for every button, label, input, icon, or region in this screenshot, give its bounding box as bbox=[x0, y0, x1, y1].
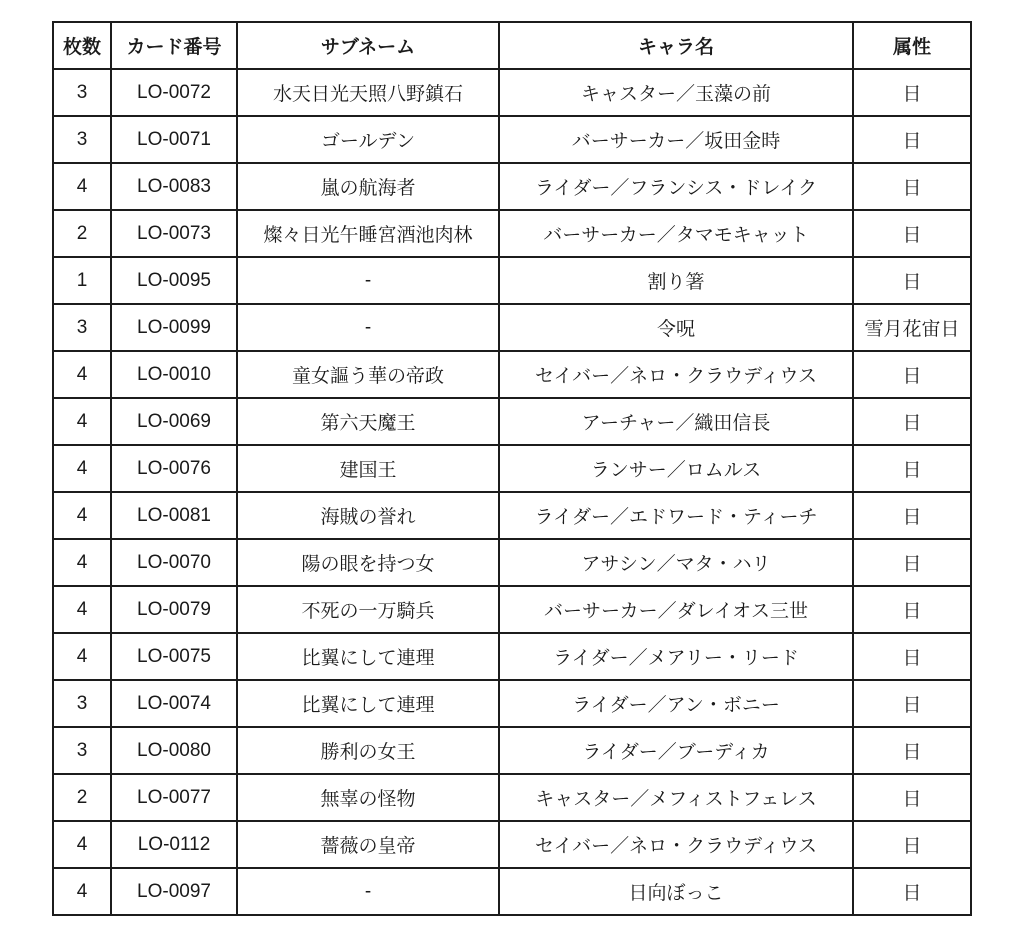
cell-card_no: LO-0079 bbox=[111, 586, 237, 633]
cell-count: 3 bbox=[53, 727, 111, 774]
table-row bbox=[53, 210, 971, 257]
cell-subname: 比翼にして連理 bbox=[237, 680, 499, 727]
cell-chara: アーチャー／織田信長 bbox=[499, 398, 853, 445]
cell-chara: ライダー／フランシス・ドレイク bbox=[499, 163, 853, 210]
cell-attr: 日 bbox=[853, 821, 971, 868]
cell-count: 4 bbox=[53, 633, 111, 680]
cell-attr: 日 bbox=[853, 210, 971, 257]
cell-attr: 日 bbox=[853, 680, 971, 727]
table-row bbox=[53, 116, 971, 163]
cell-chara: アサシン／マタ・ハリ bbox=[499, 539, 853, 586]
cell-card_no: LO-0081 bbox=[111, 492, 237, 539]
table-row bbox=[53, 398, 971, 445]
cell-card_no: LO-0070 bbox=[111, 539, 237, 586]
cell-card_no: LO-0010 bbox=[111, 351, 237, 398]
cell-chara: セイバー／ネロ・クラウディウス bbox=[499, 351, 853, 398]
cell-attr: 日 bbox=[853, 351, 971, 398]
cell-chara: セイバー／ネロ・クラウディウス bbox=[499, 821, 853, 868]
cell-count: 3 bbox=[53, 304, 111, 351]
cell-attr: 日 bbox=[853, 257, 971, 304]
cell-attr: 日 bbox=[853, 69, 971, 116]
cell-attr: 日 bbox=[853, 492, 971, 539]
table-row bbox=[53, 351, 971, 398]
table-row bbox=[53, 821, 971, 868]
table-row bbox=[53, 633, 971, 680]
table-row bbox=[53, 539, 971, 586]
cell-attr: 日 bbox=[853, 445, 971, 492]
cell-count: 4 bbox=[53, 821, 111, 868]
cell-attr: 日 bbox=[853, 586, 971, 633]
table-row bbox=[53, 257, 971, 304]
cell-card_no: LO-0069 bbox=[111, 398, 237, 445]
cell-card_no: LO-0083 bbox=[111, 163, 237, 210]
table-row bbox=[53, 445, 971, 492]
column-header-subname: サブネーム bbox=[237, 22, 499, 69]
cell-count: 4 bbox=[53, 868, 111, 915]
cell-chara: 日向ぼっこ bbox=[499, 868, 853, 915]
cell-subname: 海賊の誉れ bbox=[237, 492, 499, 539]
column-header-card-no: カード番号 bbox=[111, 22, 237, 69]
cell-chara: ランサー／ロムルス bbox=[499, 445, 853, 492]
cell-chara: ライダー／メアリー・リード bbox=[499, 633, 853, 680]
table-row bbox=[53, 727, 971, 774]
cell-chara: ライダー／ブーディカ bbox=[499, 727, 853, 774]
cell-subname: 第六天魔王 bbox=[237, 398, 499, 445]
cell-card_no: LO-0073 bbox=[111, 210, 237, 257]
cell-count: 2 bbox=[53, 774, 111, 821]
cell-subname: 水天日光天照八野鎮石 bbox=[237, 69, 499, 116]
cell-chara: キャスター／玉藻の前 bbox=[499, 69, 853, 116]
cell-card_no: LO-0097 bbox=[111, 868, 237, 915]
cell-card_no: LO-0112 bbox=[111, 821, 237, 868]
cell-chara: キャスター／メフィストフェレス bbox=[499, 774, 853, 821]
table-row bbox=[53, 492, 971, 539]
cell-chara: ライダー／エドワード・ティーチ bbox=[499, 492, 853, 539]
cell-subname: - bbox=[237, 868, 499, 915]
cell-subname: 童女謳う華の帝政 bbox=[237, 351, 499, 398]
table-row bbox=[53, 868, 971, 915]
cell-subname: 不死の一万騎兵 bbox=[237, 586, 499, 633]
cell-subname: ゴールデン bbox=[237, 116, 499, 163]
cell-count: 2 bbox=[53, 210, 111, 257]
cell-subname: 陽の眼を持つ女 bbox=[237, 539, 499, 586]
table-body bbox=[53, 69, 971, 915]
table-header bbox=[53, 22, 971, 69]
cell-count: 3 bbox=[53, 116, 111, 163]
cell-subname: 燦々日光午睡宮酒池肉林 bbox=[237, 210, 499, 257]
cell-chara: バーサーカー／タマモキャット bbox=[499, 210, 853, 257]
cell-subname: 薔薇の皇帝 bbox=[237, 821, 499, 868]
table-row bbox=[53, 163, 971, 210]
cell-chara: ライダー／アン・ボニー bbox=[499, 680, 853, 727]
table-row bbox=[53, 304, 971, 351]
column-header-chara: キャラ名 bbox=[499, 22, 853, 69]
cell-count: 4 bbox=[53, 398, 111, 445]
card-list-table bbox=[52, 21, 972, 916]
column-header-attr: 属性 bbox=[853, 22, 971, 69]
cell-card_no: LO-0075 bbox=[111, 633, 237, 680]
cell-attr: 日 bbox=[853, 868, 971, 915]
cell-subname: - bbox=[237, 304, 499, 351]
cell-chara: バーサーカー／坂田金時 bbox=[499, 116, 853, 163]
table-row bbox=[53, 774, 971, 821]
cell-attr: 日 bbox=[853, 163, 971, 210]
cell-chara: バーサーカー／ダレイオス三世 bbox=[499, 586, 853, 633]
cell-count: 4 bbox=[53, 539, 111, 586]
cell-attr: 日 bbox=[853, 539, 971, 586]
cell-attr: 雪月花宙日 bbox=[853, 304, 971, 351]
cell-card_no: LO-0076 bbox=[111, 445, 237, 492]
header-row bbox=[53, 22, 971, 69]
cell-chara: 割り箸 bbox=[499, 257, 853, 304]
cell-card_no: LO-0095 bbox=[111, 257, 237, 304]
cell-attr: 日 bbox=[853, 633, 971, 680]
cell-card_no: LO-0071 bbox=[111, 116, 237, 163]
table-row bbox=[53, 586, 971, 633]
cell-count: 4 bbox=[53, 586, 111, 633]
table-row bbox=[53, 680, 971, 727]
cell-chara: 令呪 bbox=[499, 304, 853, 351]
cell-attr: 日 bbox=[853, 116, 971, 163]
cell-count: 1 bbox=[53, 257, 111, 304]
cell-subname: 嵐の航海者 bbox=[237, 163, 499, 210]
cell-card_no: LO-0099 bbox=[111, 304, 237, 351]
table-row bbox=[53, 69, 971, 116]
cell-count: 4 bbox=[53, 351, 111, 398]
cell-count: 4 bbox=[53, 445, 111, 492]
cell-subname: 比翼にして連理 bbox=[237, 633, 499, 680]
cell-count: 4 bbox=[53, 163, 111, 210]
cell-count: 3 bbox=[53, 680, 111, 727]
cell-subname: 建国王 bbox=[237, 445, 499, 492]
cell-count: 3 bbox=[53, 69, 111, 116]
cell-card_no: LO-0072 bbox=[111, 69, 237, 116]
cell-card_no: LO-0077 bbox=[111, 774, 237, 821]
cell-attr: 日 bbox=[853, 727, 971, 774]
cell-card_no: LO-0080 bbox=[111, 727, 237, 774]
cell-subname: 勝利の女王 bbox=[237, 727, 499, 774]
cell-attr: 日 bbox=[853, 398, 971, 445]
cell-subname: - bbox=[237, 257, 499, 304]
cell-attr: 日 bbox=[853, 774, 971, 821]
cell-card_no: LO-0074 bbox=[111, 680, 237, 727]
cell-count: 4 bbox=[53, 492, 111, 539]
column-header-count: 枚数 bbox=[53, 22, 111, 69]
cell-subname: 無辜の怪物 bbox=[237, 774, 499, 821]
